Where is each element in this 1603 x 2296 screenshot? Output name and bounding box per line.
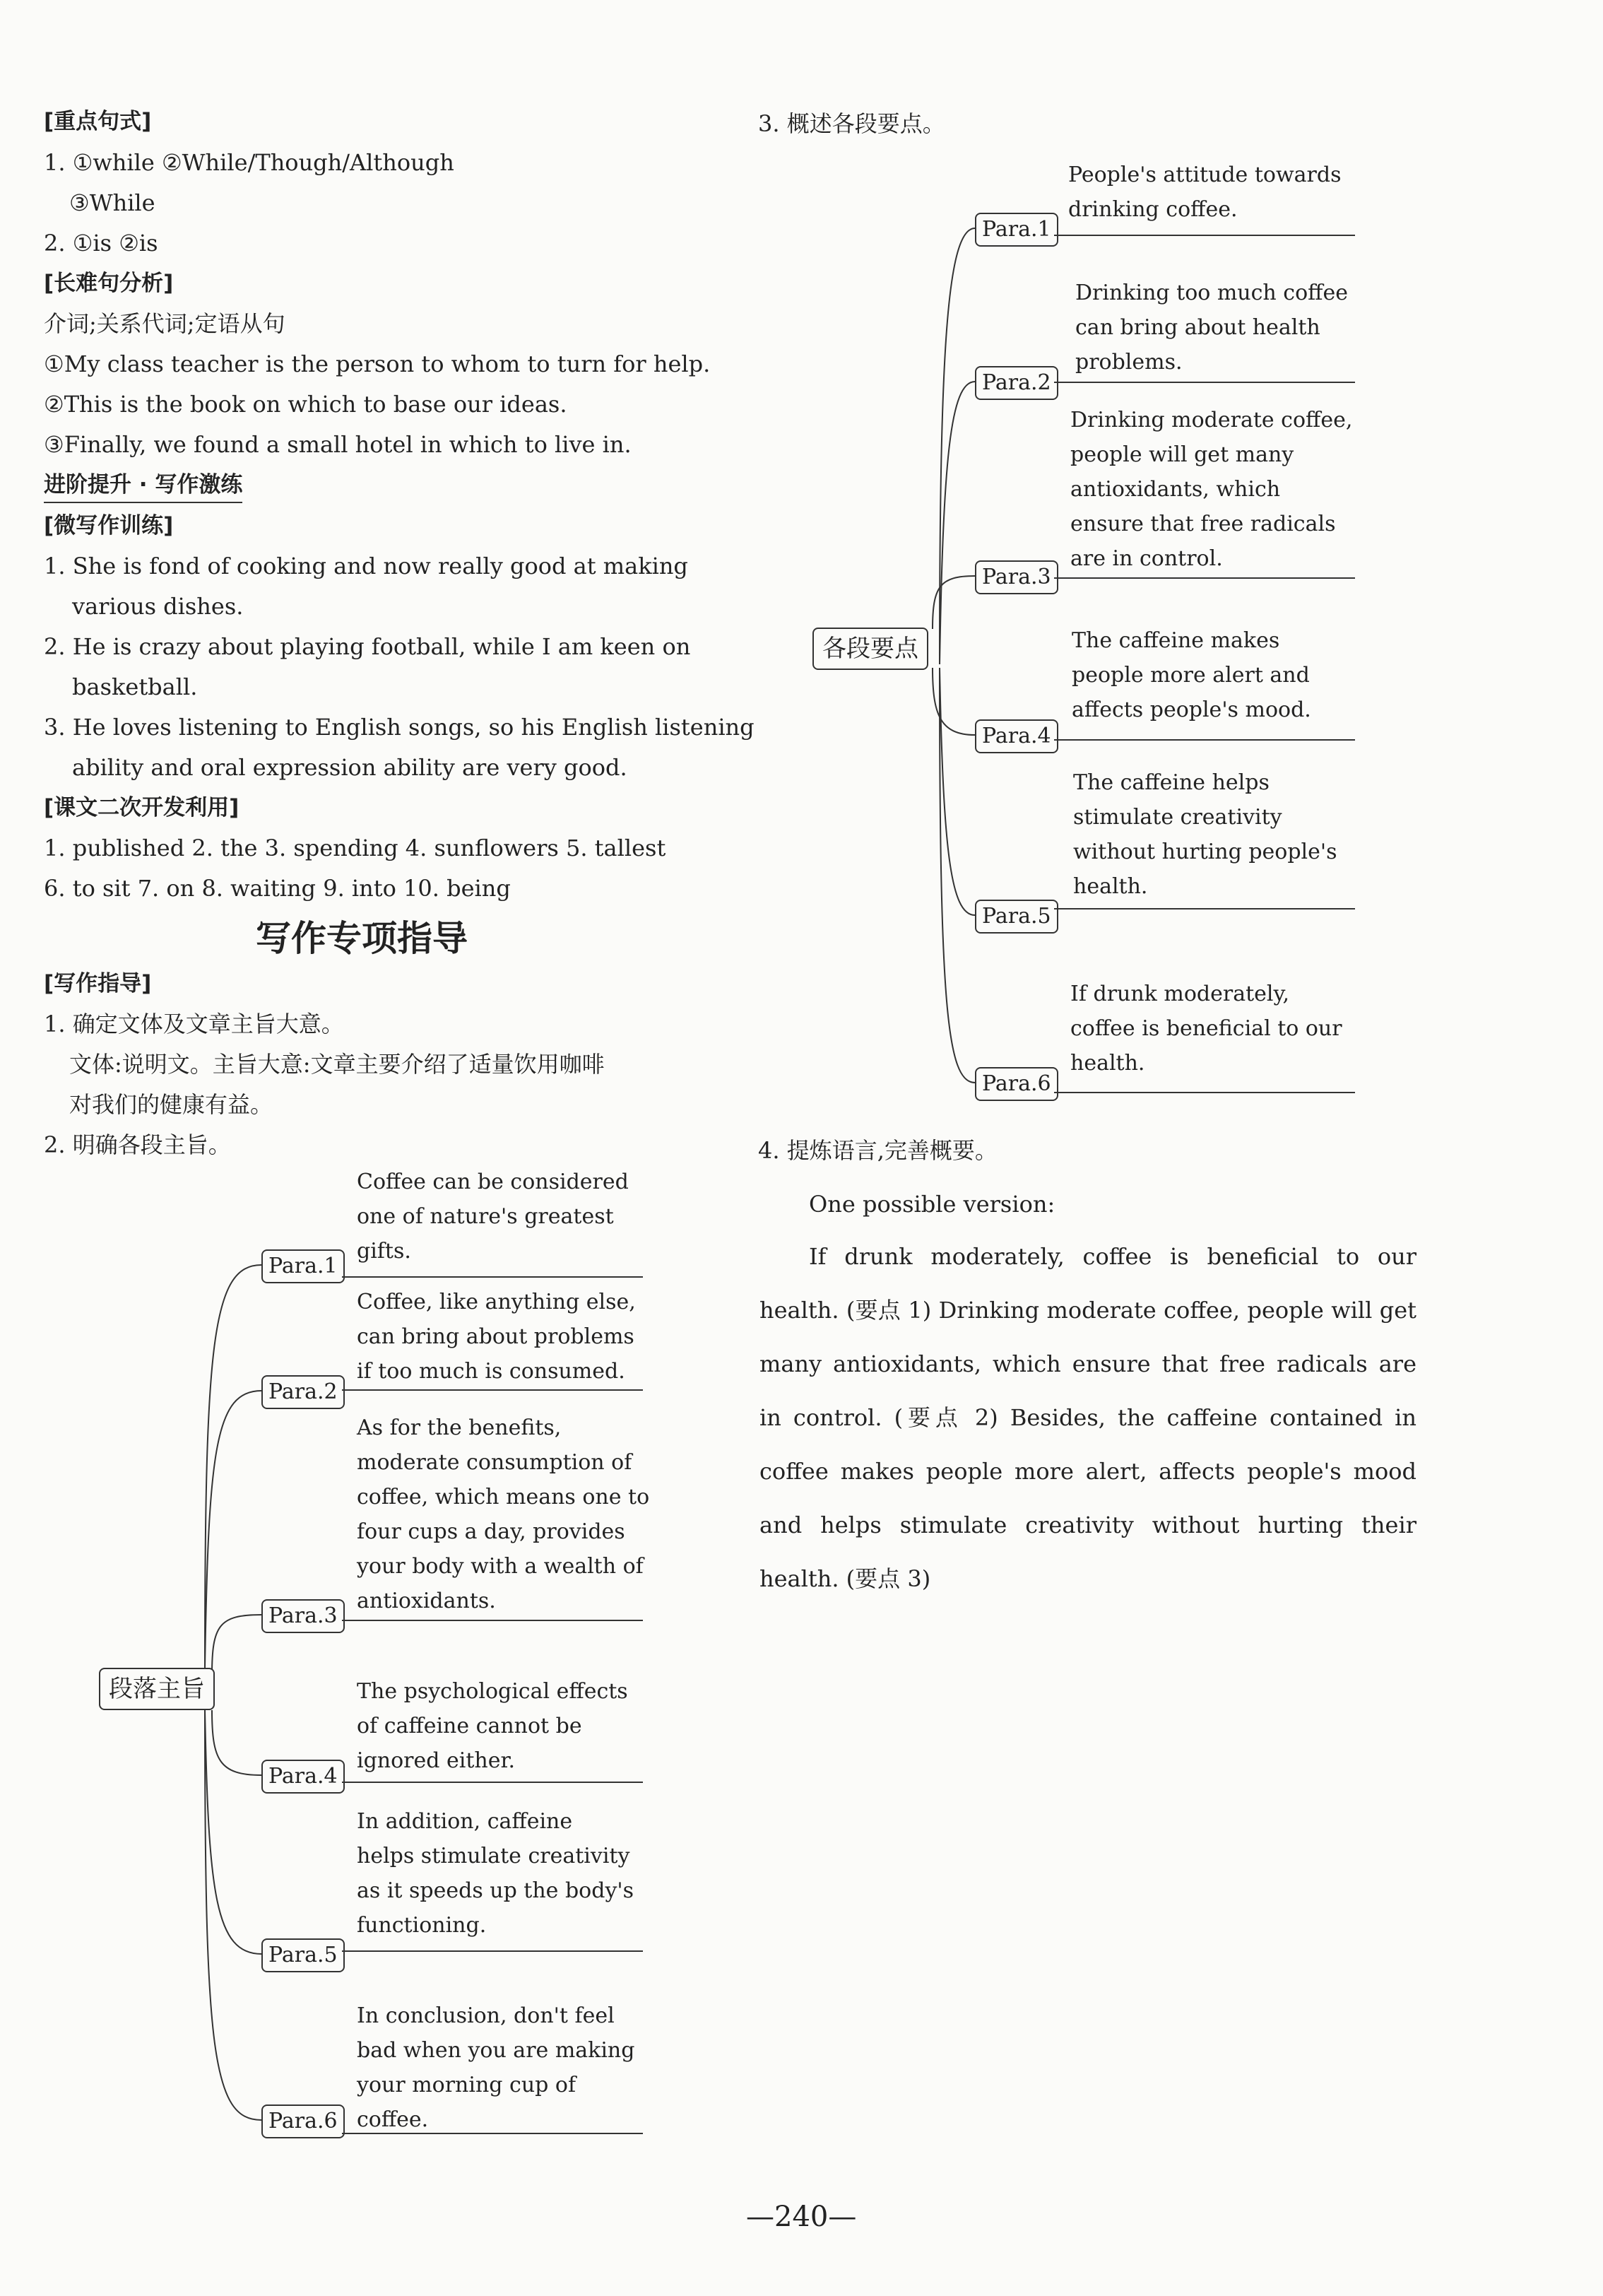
left-para-6-underline — [342, 2133, 643, 2134]
right-para-3-underline — [1054, 577, 1355, 579]
key-sentences-line-3: 2. ①is ②is — [44, 230, 158, 257]
left-para-5-box: Para.5 — [261, 1938, 345, 1972]
left-para-5-note: In addition, caffeine helps stimulate creativity as it speeds up the body's functioning. — [357, 1809, 634, 1938]
right-para-5-note: The caffeine helps stimulate creativity without hurting people's health. — [1073, 770, 1337, 899]
left-para-2-underline — [342, 1389, 643, 1391]
left-para-4-box: Para.4 — [261, 1760, 345, 1794]
writing-guide-line-3: 对我们的健康有益。 — [69, 1091, 273, 1118]
right-para-5-underline — [1054, 908, 1355, 909]
writing-guide-heading: [写作指导] — [44, 971, 152, 996]
left-para-1-note: Coffee can be considered one of nature's greatest gifts. — [357, 1170, 629, 1264]
right-para-5-box: Para.5 — [975, 900, 1058, 934]
left-para-6-box: Para.6 — [261, 2104, 345, 2138]
right-para-6-box: Para.6 — [975, 1067, 1058, 1101]
left-para-1-box: Para.1 — [261, 1249, 345, 1283]
left-connector-5 — [205, 1710, 261, 1954]
right-mindmap-root: 各段要点 — [812, 628, 928, 670]
micro-writing-line-4: basketball. — [72, 673, 198, 700]
left-para-2-box: Para.2 — [261, 1375, 345, 1409]
summary-paragraph: If drunk moderately, coffee is beneficial to our health. (要点 1) Drinking moderate coffee, people will get many antioxidants, which ensure that free radicals are in control. (要点 2) Besides, the caffeine contained in coffee makes people more alert, affects people's mood and helps stimulate creativity without hurting their health. (要点 3) — [759, 1243, 1416, 1592]
right-connector-2 — [940, 382, 975, 664]
micro-writing-line-3: 2. He is crazy about playing football, while I am keen on — [44, 633, 691, 660]
right-para-3-note: Drinking moderate coffee, people will get many antioxidants, which ensure that free radicals are in control. — [1070, 408, 1353, 571]
right-para-1-underline — [1054, 235, 1355, 236]
long-sentence-heading: [长难句分析] — [44, 271, 174, 296]
right-para-4-box: Para.4 — [975, 719, 1058, 753]
right-para-3-box: Para.3 — [975, 560, 1058, 594]
left-para-1-underline — [342, 1276, 643, 1278]
right-para-6-note: If drunk moderately, coffee is beneficial to our health. — [1070, 982, 1342, 1076]
text-reuse-line-2: 6. to sit 7. on 8. waiting 9. into 10. being — [44, 875, 511, 902]
possible-version-label: One possible version: — [809, 1191, 1055, 1218]
writing-guide-line-1: 1. 确定文体及文章主旨大意。 — [44, 1011, 344, 1037]
key-sentences-line-2: ③While — [69, 189, 155, 216]
left-mindmap-root: 段落主旨 — [99, 1668, 215, 1710]
right-para-4-note: The caffeine makes people more alert and affects people's mood. — [1072, 628, 1311, 722]
right-para-2-underline — [1054, 382, 1355, 383]
key-sentences-line-1: 1. ①while ②While/Though/Although — [44, 149, 454, 176]
left-para-5-underline — [342, 1950, 643, 1952]
right-para-4-underline — [1054, 739, 1355, 741]
right-connector-4 — [933, 668, 975, 735]
left-connector-4 — [212, 1710, 261, 1775]
right-connector-6 — [940, 668, 975, 1083]
long-sentence-line-4: ③Finally, we found a small hotel in which to live in. — [44, 431, 632, 458]
long-sentence-line-1: 介词;关系代词;定语从句 — [44, 310, 285, 337]
right-para-2-note: Drinking too much coffee can bring about health problems. — [1075, 281, 1348, 375]
right-connector-3 — [933, 576, 975, 629]
advanced-banner: 进阶提升 · 写作激练 — [44, 471, 242, 503]
text-reuse-line-1: 1. published 2. the 3. spending 4. sunflowers 5. tallest — [44, 835, 666, 861]
right-connector-5 — [940, 668, 975, 915]
text-reuse-heading: [课文二次开发利用] — [44, 795, 239, 820]
left-para-6-note: In conclusion, don't feel bad when you are making your morning cup of coffee. — [357, 2003, 635, 2132]
right-para-6-underline — [1054, 1092, 1355, 1093]
right-para-1-note: People's attitude towards drinking coffee. — [1068, 163, 1342, 222]
right-connector-1 — [940, 228, 975, 664]
page-number: —240— — [746, 2201, 857, 2233]
micro-writing-line-5: 3. He loves listening to English songs, so his English listening — [44, 714, 755, 741]
left-connector-2 — [205, 1391, 261, 1668]
right-para-2-box: Para.2 — [975, 366, 1058, 400]
left-para-4-underline — [342, 1782, 643, 1783]
writing-guide-line-2: 文体:说明文。主旨大意:文章主要介绍了适量饮用咖啡 — [69, 1051, 605, 1078]
left-para-3-box: Para.3 — [261, 1599, 345, 1633]
right-para-1-box: Para.1 — [975, 213, 1058, 247]
step-4-heading: 4. 提炼语言,完善概要。 — [758, 1137, 998, 1164]
micro-writing-line-2: various dishes. — [72, 593, 244, 620]
left-para-4-note: The psychological effects of caffeine cannot be ignored either. — [357, 1679, 628, 1773]
step-3-heading: 3. 概述各段要点。 — [758, 110, 945, 137]
long-sentence-line-3: ②This is the book on which to base our ideas. — [44, 391, 567, 418]
long-sentence-line-2: ①My class teacher is the person to whom to turn for help. — [44, 351, 711, 377]
left-connector-3 — [212, 1615, 261, 1675]
micro-writing-line-6: ability and oral expression ability are very good. — [72, 754, 627, 781]
micro-writing-heading: [微写作训练] — [44, 513, 174, 538]
left-connector-1 — [205, 1265, 261, 1668]
left-para-2-note: Coffee, like anything else, can bring about problems if too much is consumed. — [357, 1290, 636, 1384]
left-para-3-underline — [342, 1620, 643, 1621]
left-para-3-note: As for the benefits, moderate consumption of coffee, which means one to four cups a day, provides your body with a wealth of antioxidants. — [357, 1415, 650, 1613]
writing-guide-line-4: 2. 明确各段主旨。 — [44, 1131, 231, 1158]
section-title: 写作专项指导 — [256, 918, 468, 959]
key-sentences-heading: [重点句式] — [44, 109, 152, 134]
micro-writing-line-1: 1. She is fond of cooking and now really good at making — [44, 553, 688, 579]
